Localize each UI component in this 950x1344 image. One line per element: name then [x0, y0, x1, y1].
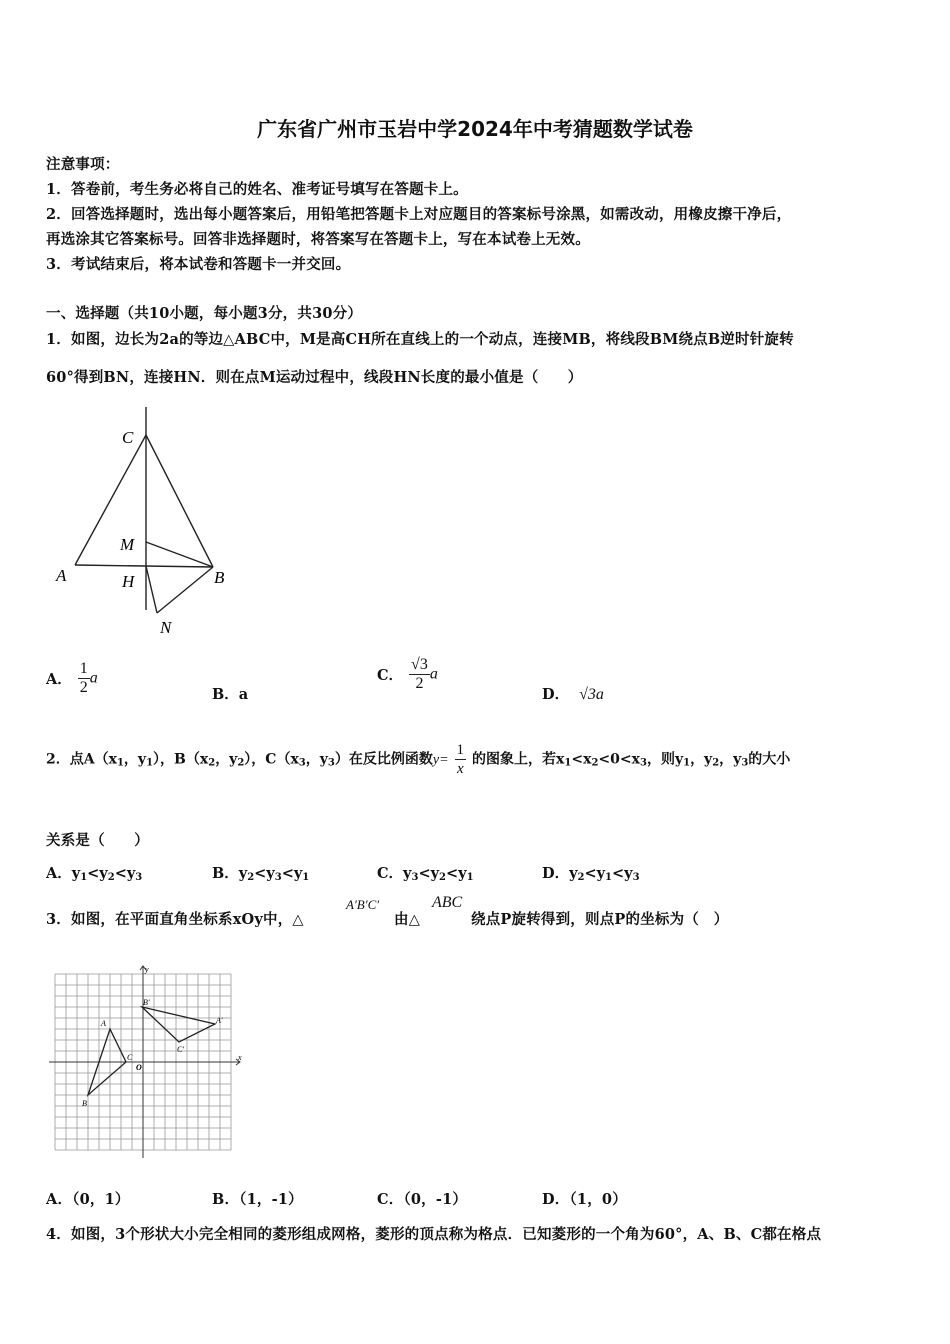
q3-label-b-prime: B′: [143, 998, 150, 1007]
q3-option-c[interactable]: C．（0，-1）: [377, 1191, 468, 1208]
q1-label-n: N: [160, 618, 172, 637]
q1-label-c: C: [122, 428, 134, 447]
q1-segment-bn: [157, 567, 213, 613]
q2-option-d[interactable]: D．$y_2<y_1<y_3$: [542, 865, 640, 883]
q3-text-part3: 绕点P旋转得到，则点P的坐标为（ ）: [471, 911, 729, 928]
q1-label-a: A: [56, 566, 67, 585]
notice-item-2b: 再选涂其它答案标号。回答非选择题时，将答案写在答题卡上，写在本试卷上无效。: [46, 231, 590, 248]
q3-option-a[interactable]: A．（0，1）: [46, 1191, 130, 1208]
q3-label-a-prime: A′: [216, 1016, 223, 1025]
q1-option-c-num: √3: [411, 656, 428, 673]
q3-triangle-prime-shape: [142, 1007, 215, 1042]
q2-fraction: $\frac{1}{x}$: [456, 742, 465, 777]
q2-function-y: y=: [432, 752, 449, 768]
q1-option-c-label: C．: [377, 667, 404, 684]
q2-option-c[interactable]: C．$y_3<y_2<y_1$: [377, 865, 474, 883]
q3-label-a: A: [101, 1019, 106, 1028]
q1-figure: [50, 405, 240, 640]
q1-option-d-label: D．: [542, 686, 570, 703]
q1-option-a[interactable]: [46, 660, 98, 697]
q3-label-x: x: [238, 1053, 242, 1062]
q2-line-2: 关系是（ ）: [46, 832, 149, 849]
q3-triangle-abc: ABC: [432, 894, 463, 911]
q3-triangle-prime: A′B′C′: [346, 897, 380, 912]
q1-segment-hn: [146, 566, 157, 613]
q1-option-c-var: a: [429, 665, 438, 683]
q1-option-a-den: 2: [79, 679, 88, 696]
q3-option-b[interactable]: B．（1，-1）: [212, 1191, 303, 1208]
q1-option-c[interactable]: [377, 656, 438, 693]
notice-item-3: 3．考试结束后，将本试卷和答题卡一并交回。: [46, 256, 351, 273]
q1-line-1: 1．如图，边长为2a的等边△ABC中，M是高CH所在直线上的一个动点，连接MB，将线段BM绕点B逆时针旋转: [46, 331, 794, 348]
q1-option-b[interactable]: B．a: [212, 686, 249, 703]
q1-option-a-var: a: [89, 669, 98, 687]
q1-option-c-den: 2: [415, 675, 424, 692]
q1-side-ab: [75, 565, 213, 567]
q3-label-o: O: [136, 1063, 142, 1072]
q1-label-m: M: [120, 535, 135, 554]
q3-label-c: C: [127, 1053, 133, 1062]
q3-option-d[interactable]: D．（1，0）: [542, 1191, 627, 1208]
q3-label-c-prime: C′: [177, 1045, 185, 1054]
q1-option-d[interactable]: [542, 683, 604, 704]
q1-option-a-num: 1: [79, 660, 88, 677]
notice-heading: 注意事项：: [46, 156, 120, 173]
section-heading: 一、选择题（共10小题，每小题3分，共30分）: [46, 305, 363, 322]
notice-item-1: 1．答卷前，考生务必将自己的姓名、准考证号填写在答题卡上。: [46, 181, 468, 198]
q3-label-b: B: [82, 1099, 87, 1108]
notice-item-2a: 2．回答选择题时，选出每小题答案后，用铅笔把答题卡上对应题目的答案标号涂黑，如需改动，用橡皮擦干净后，: [46, 206, 792, 223]
q3-text-part1: 3．如图，在平面直角坐标系xOy中，△: [46, 911, 304, 928]
q3-label-y: y: [145, 965, 149, 974]
q1-side-ca: [75, 435, 146, 565]
q3-text-part2: 由△: [394, 911, 421, 928]
q1-side-cb: [146, 435, 213, 567]
q2-option-b[interactable]: B．$y_2<y_3<y_1$: [212, 865, 310, 883]
q3-figure: [45, 962, 250, 1162]
q1-label-h: H: [122, 572, 135, 591]
q1-line-2: 60°得到BN，连接HN．则在点M运动过程中，线段HN长度的最小值是（ ）: [46, 369, 583, 386]
q2-option-a[interactable]: A．$y_1<y_2<y_3$: [46, 865, 143, 883]
q1-option-d-value: √3a: [579, 686, 604, 703]
q4-line-1: 4．如图，3个形状大小完全相同的菱形组成网格，菱形的顶点称为格点．已知菱形的一个角为60°，A、B、C都在格点: [46, 1226, 822, 1243]
q2-line-1: 2．点$A(x_1$，$y_1$），$B(x_2$，$y_2$），$C(x_3$，$y_3$）在反比例函数y= $\frac{1}{x}$ 的图象上，若$x_1<x_2<0<x_3$，则$y_1$，$y_2$，$y_3$的大小: [46, 742, 791, 777]
q1-option-a-label: A．: [46, 671, 72, 688]
page-title: 广东省广州市玉岩中学2024年中考猜题数学试卷: [257, 117, 693, 141]
q1-label-b: B: [214, 568, 225, 587]
